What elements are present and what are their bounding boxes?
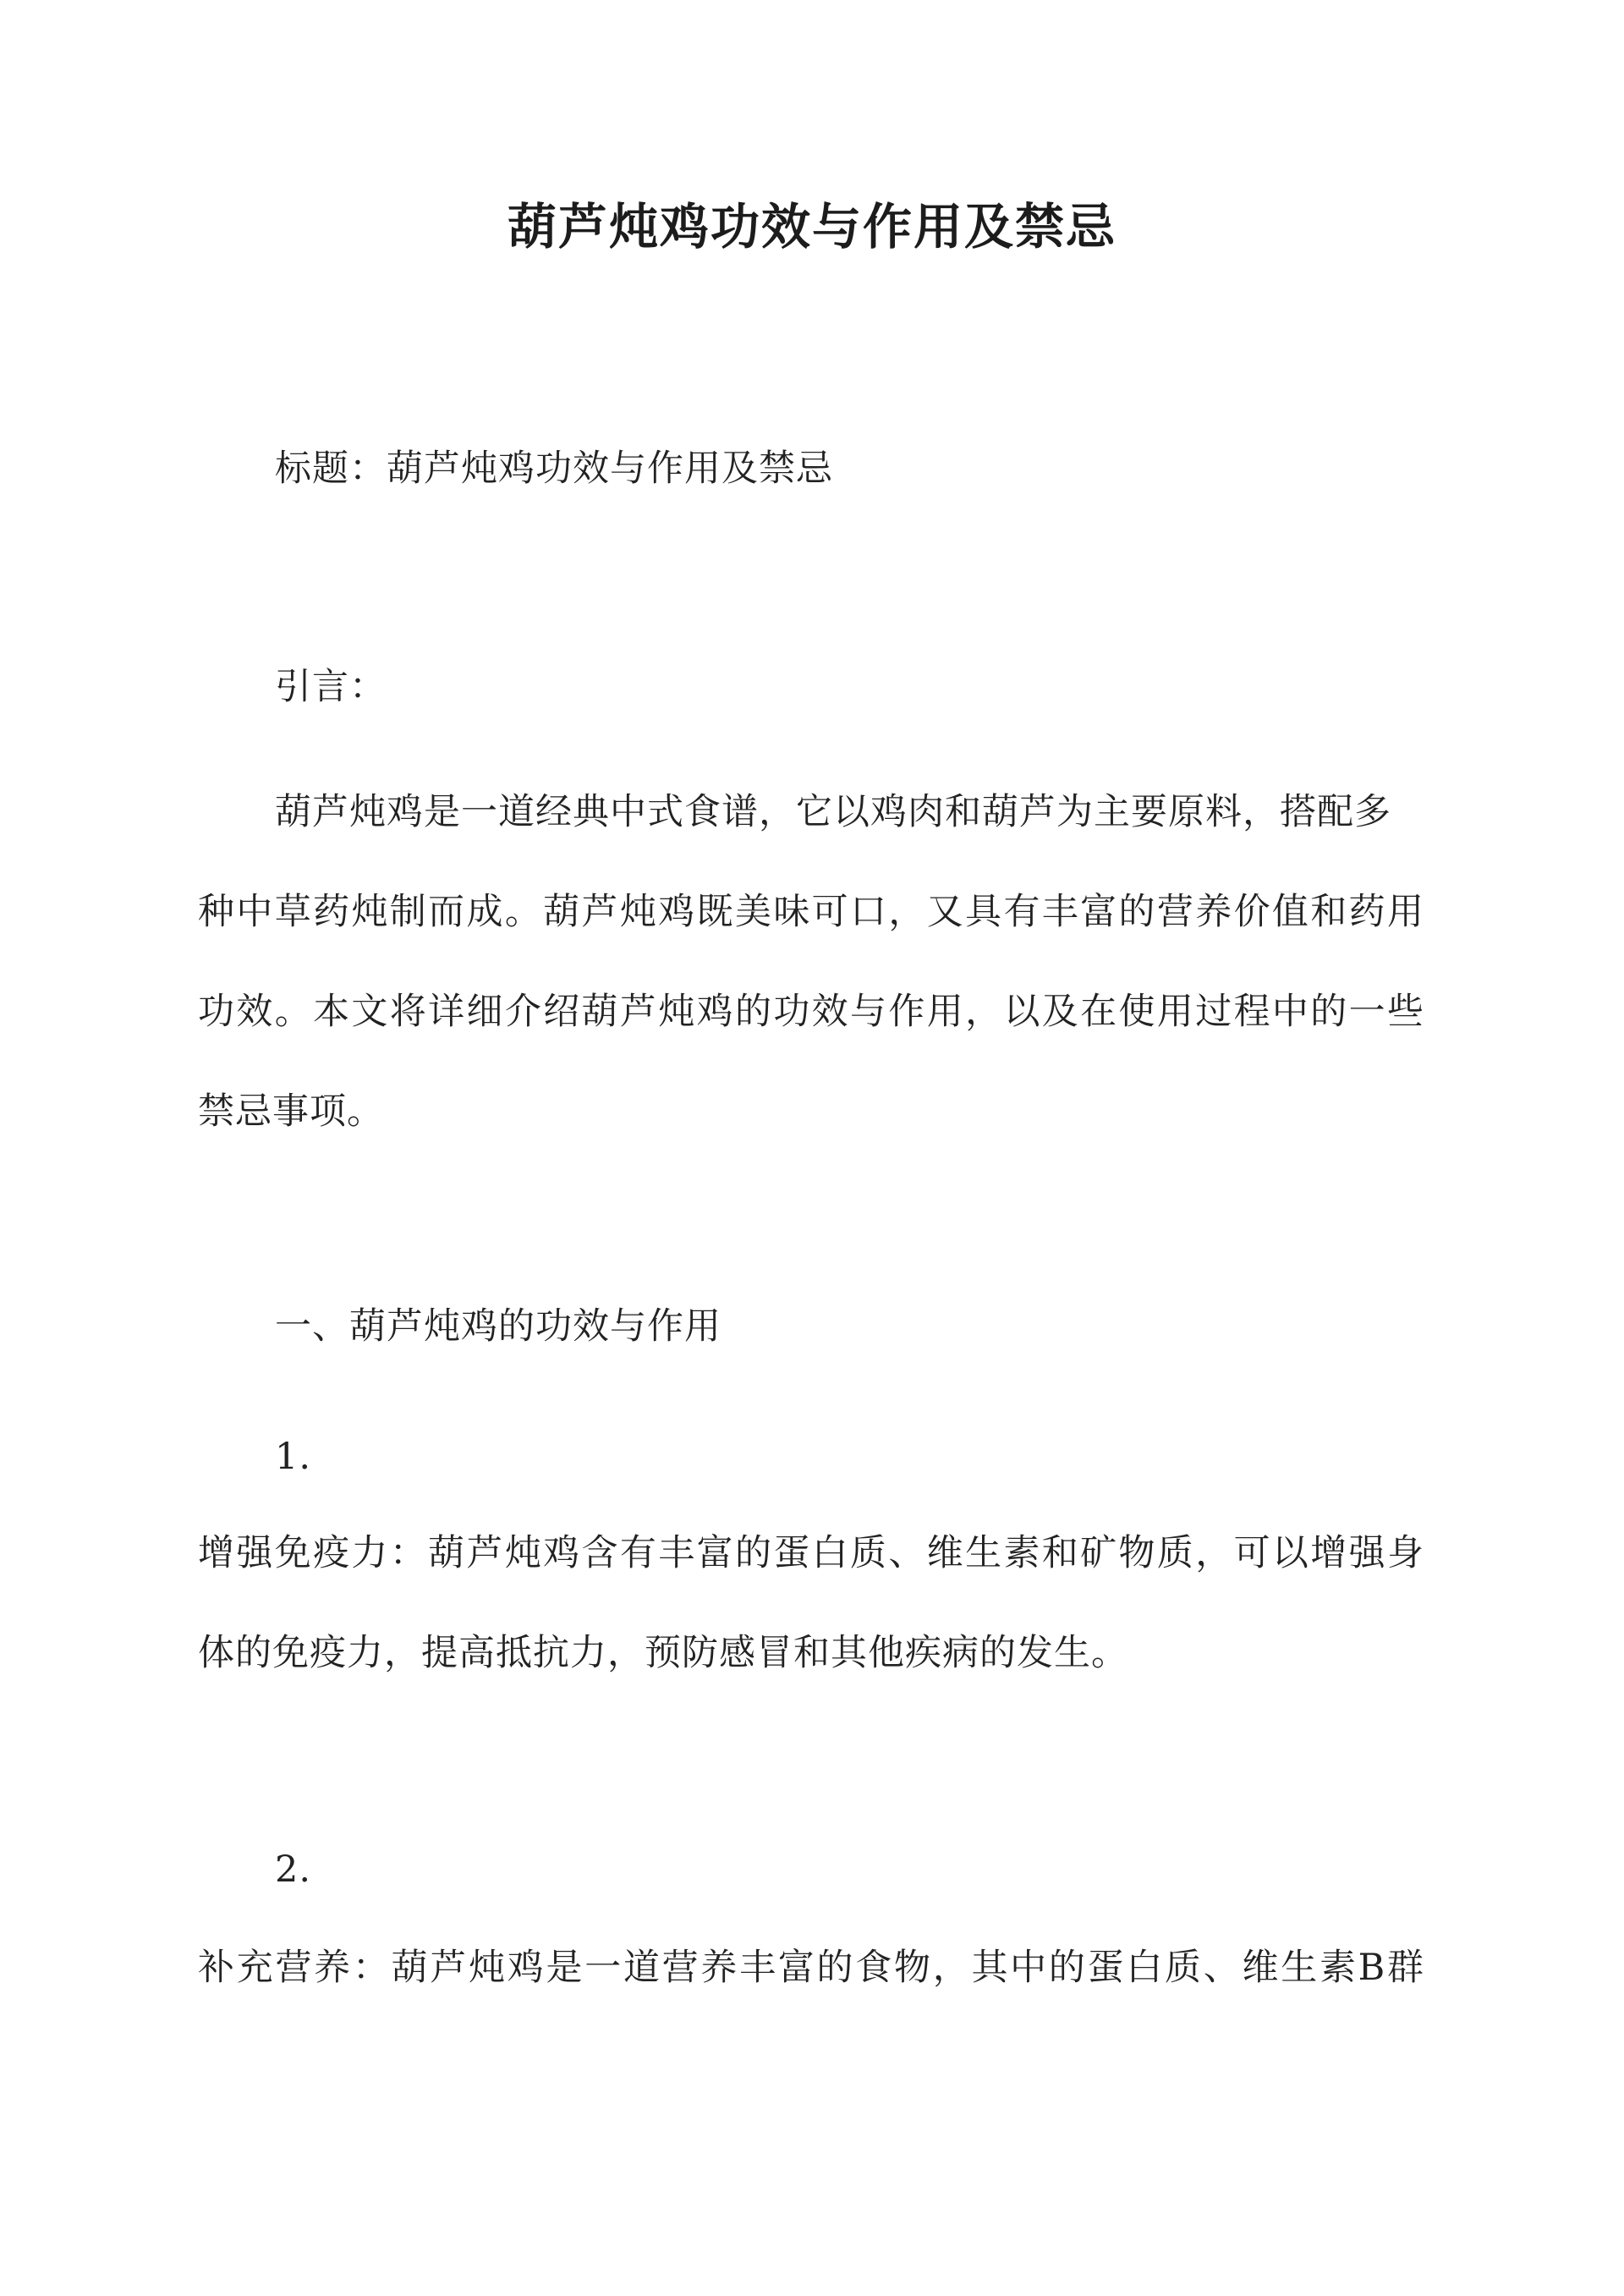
intro-heading: 引言： [275, 666, 387, 708]
item-1-line-1: 增强免疫力：葫芦炖鸡含有丰富的蛋白质、维生素和矿物质，可以增强身 [198, 1532, 1424, 1574]
document-title: 葫芦炖鸡功效与作用及禁忌 [507, 198, 1116, 255]
item-1-line-2: 体的免疫力，提高抵抗力，预防感冒和其他疾病的发生。 [198, 1632, 1128, 1674]
item-2-line-1: 补充营养：葫芦炖鸡是一道营养丰富的食物，其中的蛋白质、维生素B群 [198, 1947, 1424, 1989]
section-heading: 一、葫芦炖鸡的功效与作用 [275, 1305, 721, 1348]
intro-line-4: 禁忌事项。 [198, 1090, 384, 1133]
intro-line-3: 功效。本文将详细介绍葫芦炖鸡的功效与作用，以及在使用过程中的一些 [198, 991, 1424, 1033]
item-1-number: 1. [275, 1436, 312, 1478]
intro-line-2: 种中草药炖制而成。葫芦炖鸡既美味可口，又具有丰富的营养价值和药用 [198, 891, 1424, 933]
intro-line-1: 葫芦炖鸡是一道经典中式食谱，它以鸡肉和葫芦为主要原料，搭配多 [275, 791, 1391, 833]
item-2-number: 2. [275, 1848, 312, 1891]
subtitle-line: 标题：葫芦炖鸡功效与作用及禁忌 [275, 448, 833, 490]
